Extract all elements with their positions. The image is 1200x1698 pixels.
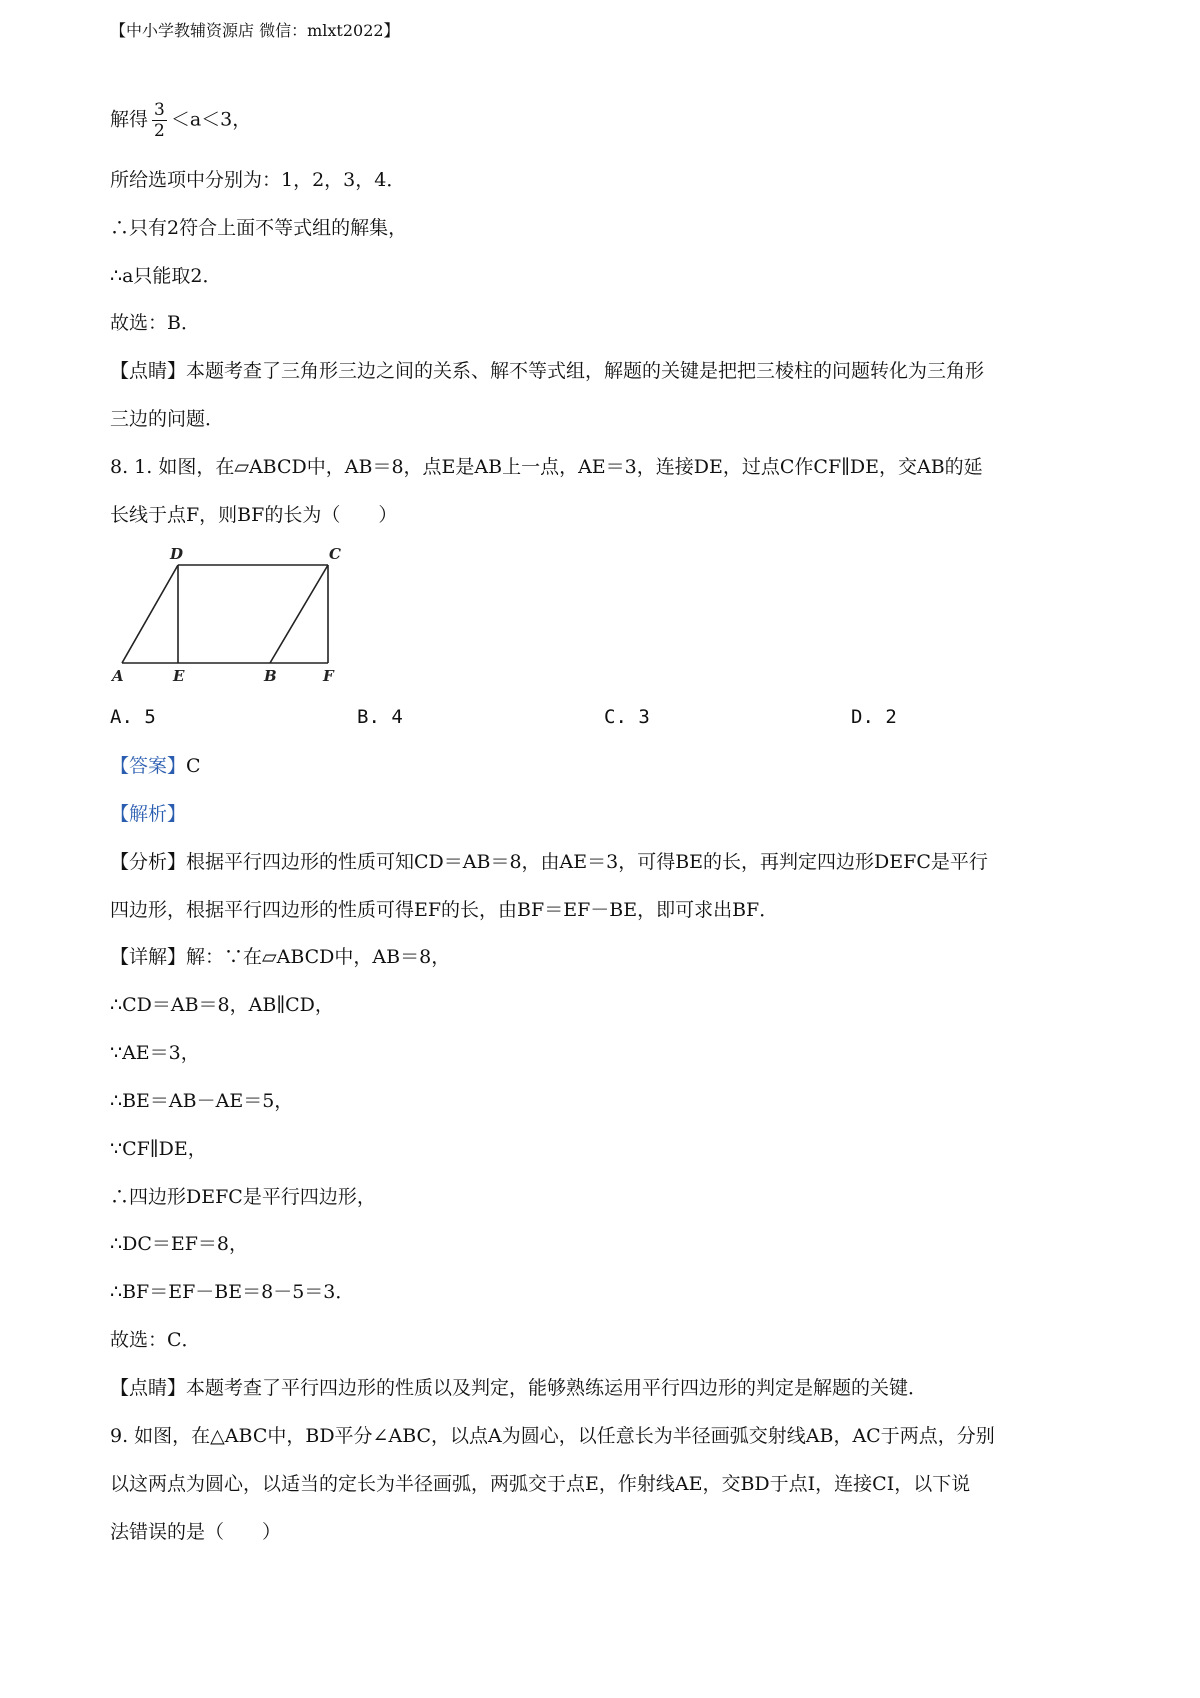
point-label-E: E	[173, 667, 185, 685]
solve-line	[110, 100, 251, 141]
text-line: ∴只有2符合上面不等式组的解集，	[110, 217, 408, 239]
analysis-tag: 【解析】	[110, 803, 187, 825]
parallelogram-figure	[110, 543, 350, 688]
text-line: 所给选项中分别为：1，2，3，4．	[110, 169, 406, 191]
detail-line: ∴CD＝AB＝8，AB∥CD，	[110, 994, 334, 1016]
fraction	[152, 100, 167, 141]
line-AD	[122, 565, 178, 663]
detail-line: ∴四边形DEFC是平行四边形，	[110, 1186, 376, 1208]
option-b: B. 4	[357, 706, 403, 728]
text-line: ∴a只能取2．	[110, 265, 222, 287]
comment-line: 三边的问题．	[110, 408, 225, 430]
question-9-text: 法错误的是（ ）	[110, 1521, 282, 1543]
question-8-text: 长线于点F，则BF的长为（ ）	[110, 504, 398, 526]
detail-line: ∵AE＝3，	[110, 1042, 200, 1064]
detail-line: ∴BF＝EF－BE＝8－5＝3．	[110, 1281, 355, 1303]
text-line: 故选：B．	[110, 312, 200, 334]
solve-suffix: ＜a＜3，	[170, 108, 252, 131]
detail-line: ∵CF∥DE，	[110, 1138, 207, 1160]
point-label-F: F	[323, 667, 334, 685]
question-9-text: 以这两点为圆心，以适当的定长为半径画弧，两弧交于点E，作射线AE，交BD于点I，连接CI，以下说	[110, 1473, 971, 1495]
line-BC	[270, 565, 328, 663]
fraction-denominator: 2	[154, 121, 165, 141]
analysis-line: 【分析】根据平行四边形的性质可知CD＝AB＝8，由AE＝3，可得BE的长，再判定四边形DEFC是平行	[110, 851, 988, 873]
solve-prefix: 解得	[110, 108, 149, 131]
answer-value: C	[186, 755, 201, 777]
detail-line: ∴BE＝AB－AE＝5，	[110, 1090, 294, 1112]
option-c: C. 3	[604, 706, 650, 728]
comment-line: 【点睛】本题考查了平行四边形的性质以及判定，能够熟练运用平行四边形的判定是解题的关键．	[110, 1377, 928, 1399]
option-a: A. 5	[110, 706, 156, 728]
detail-line: ∴DC＝EF＝8，	[110, 1233, 249, 1255]
question-8-text: 8. 1. 如图，在▱ABCD中，AB＝8，点E是AB上一点，AE＝3，连接DE，过点C作CF∥DE，交AB的延	[110, 456, 983, 478]
detail-line: 故选：C．	[110, 1329, 201, 1351]
point-label-A: A	[112, 667, 124, 685]
question-9-text: 9. 如图，在△ABC中，BD平分∠ABC，以点A为圆心，以任意长为半径画弧交射线AB，AC于两点，分别	[110, 1425, 995, 1447]
point-label-C: C	[329, 545, 341, 563]
detail-line: 【详解】解：∵在▱ABCD中，AB＝8，	[110, 946, 451, 968]
point-label-B: B	[264, 667, 277, 685]
point-label-D: D	[170, 545, 184, 563]
answer-line	[110, 754, 201, 778]
analysis-line: 四边形，根据平行四边形的性质可得EF的长，由BF＝EF－BE，即可求出BF．	[110, 899, 779, 921]
comment-line: 【点睛】本题考查了三角形三边之间的关系、解不等式组，解题的关键是把把三棱柱的问题转化为三角形	[110, 360, 985, 382]
answer-tag: 【答案】	[110, 755, 187, 777]
header-watermark: 【中小学教辅资源店 微信：mlxt2022】	[110, 21, 400, 40]
fraction-numerator: 3	[154, 100, 165, 120]
option-d: D. 2	[851, 706, 897, 728]
